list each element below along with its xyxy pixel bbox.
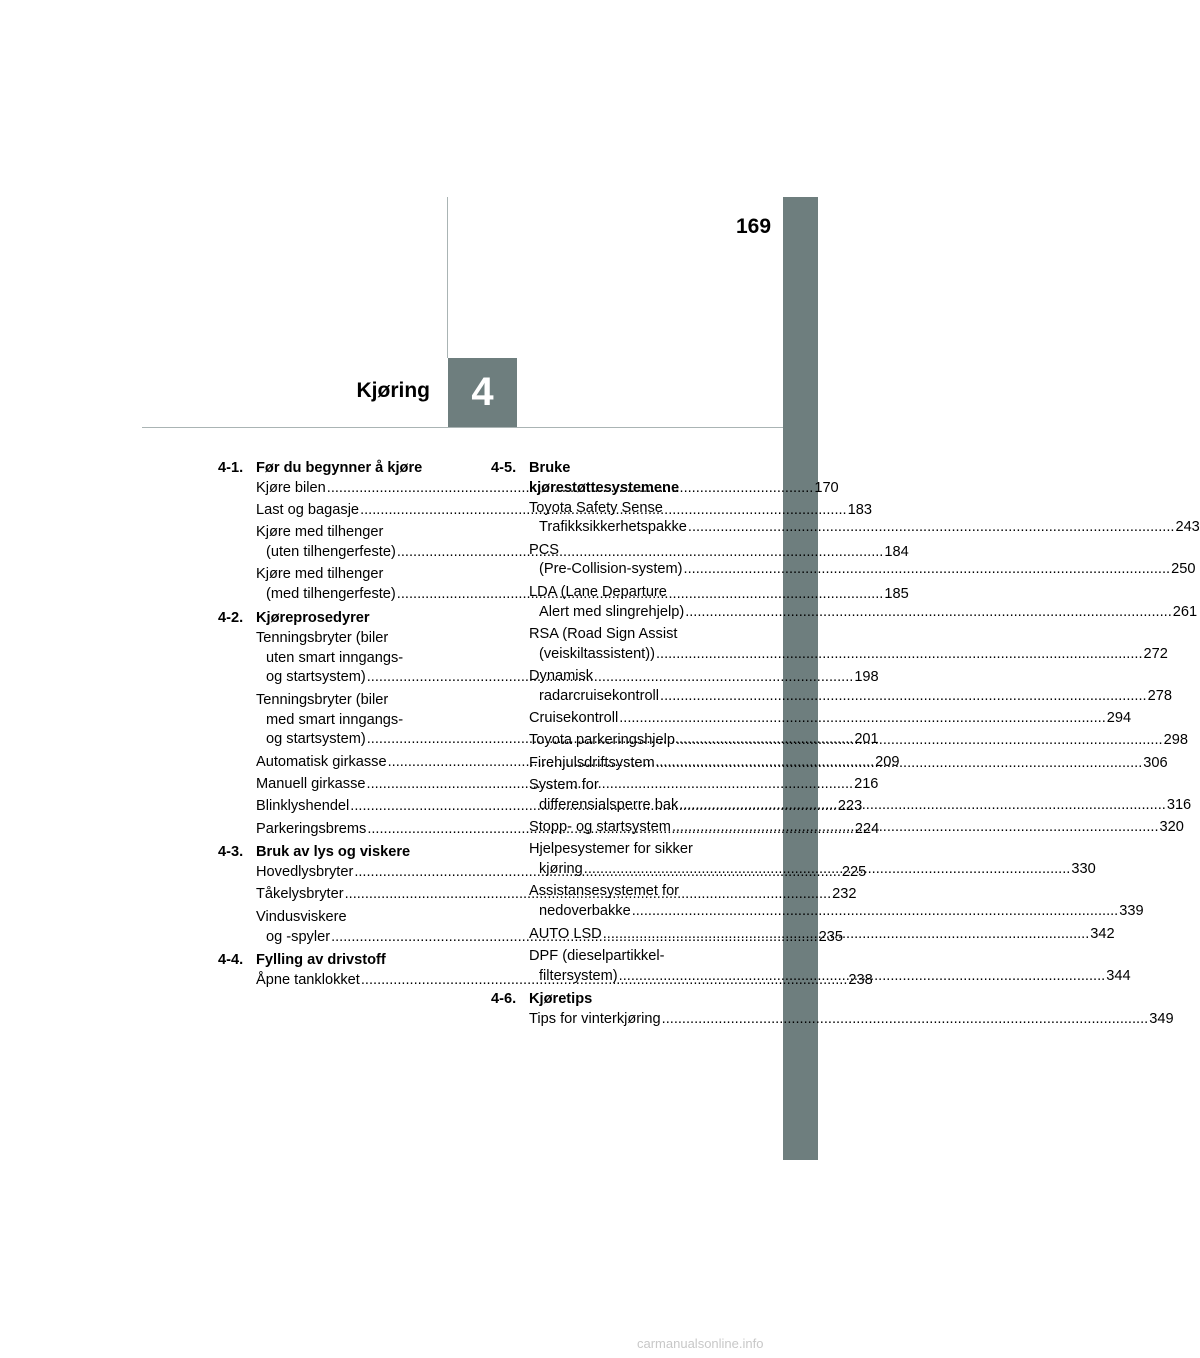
dot-leader — [619, 968, 1106, 984]
entry-text-line: med smart inngangs- — [266, 711, 404, 728]
entry-text-line: (veiskiltassistent)) — [539, 645, 655, 662]
entry-last-line — [529, 560, 1196, 580]
entry-page-number: 342 — [1090, 925, 1115, 942]
dot-leader — [662, 1010, 1149, 1030]
entry-page-number: 272 — [1143, 645, 1168, 662]
entry-text-line: Alert med slingrehjelp) — [539, 603, 685, 620]
entry-text-line: AUTO LSD — [529, 925, 602, 942]
entry-text-line: Trafikksikkerhetspakke — [539, 519, 687, 536]
toc-entries — [491, 1010, 1174, 1030]
entry-text-line: Last og bagasje — [256, 502, 360, 519]
entry-text-line: RSA (Road Sign Assist — [529, 625, 678, 642]
entry-text-line: Automatisk girkasse — [256, 753, 387, 770]
entry-text-line: differensialsperre bak — [539, 796, 679, 813]
section-heading — [491, 990, 740, 1010]
entry-page-number: 250 — [1171, 561, 1196, 578]
dot-leader — [656, 646, 1143, 662]
entry-last-line — [529, 603, 1198, 623]
entry-page-number: 225 — [841, 864, 867, 881]
entry-page-number: 330 — [1071, 861, 1096, 878]
section-title-line: Kjøreprosedyrer — [256, 610, 370, 627]
dot-leader — [584, 861, 1071, 877]
entry-page-number: 216 — [854, 775, 879, 792]
entry-page-number: 316 — [1166, 796, 1192, 813]
watermark: carmanualsonline.info — [637, 1336, 764, 1351]
toc-section — [491, 990, 1174, 1030]
entry-page-number: 339 — [1119, 903, 1144, 920]
entry-page-number: 201 — [854, 731, 879, 748]
entry-page-number: 320 — [1159, 819, 1184, 836]
entry-page-number: 261 — [1172, 603, 1198, 620]
section-title — [256, 951, 386, 971]
entry-text-line: Vindusviskere — [256, 908, 347, 925]
entry-text-line: Hjelpesystemer for sikker — [529, 841, 693, 858]
entry-text-line: (med tilhengerfeste) — [266, 586, 396, 603]
dot-leader — [603, 925, 1090, 945]
dot-leader — [676, 731, 1163, 751]
entry-text-line: og -spyler — [266, 928, 331, 945]
entry-text-line: Hovedlysbryter — [256, 864, 354, 881]
section-number: 4-3. — [218, 844, 244, 861]
chapter-number-box — [448, 358, 517, 427]
section-heading — [218, 843, 466, 863]
header-horizontal-divider — [142, 427, 783, 428]
toc-entry[interactable] — [529, 625, 1168, 665]
entry-text-line: nedoverbakke — [539, 903, 631, 920]
entry-last-line — [529, 687, 1172, 707]
entry-text-line: filtersystem) — [539, 967, 618, 984]
entry-text-line: System for — [529, 776, 599, 793]
section-title-line: Bruk av lys og viskere — [256, 844, 411, 861]
entry-text-line: LDA (Lane Departure — [529, 583, 667, 600]
entry-page-number: 306 — [1143, 754, 1168, 771]
section-number: 4-4. — [218, 952, 244, 969]
entry-text-line: Parkeringsbrems — [256, 820, 367, 837]
page-number: 169 — [736, 215, 772, 238]
entry-last-line — [529, 645, 1168, 665]
entry-text-line: Blinklyshendel — [256, 798, 350, 815]
entry-page-number: 232 — [832, 886, 857, 903]
dot-leader — [672, 818, 1159, 838]
dot-leader — [679, 797, 1166, 813]
section-title-line: Kjøretips — [529, 991, 593, 1008]
entry-page-number: 278 — [1147, 687, 1172, 704]
section-title-line: kjørestøttesystemene — [529, 479, 680, 496]
entry-page-number: 209 — [875, 753, 900, 770]
section-number: 4-2. — [218, 610, 244, 627]
entry-text-line: radarcruisekontroll — [539, 687, 660, 704]
dot-leader — [688, 519, 1175, 535]
entry-page-number: 298 — [1163, 732, 1188, 749]
entry-last-line — [529, 518, 1200, 538]
header-vertical-divider — [447, 197, 448, 358]
entry-text-line: Stopp- og startsystem — [529, 819, 671, 836]
entry-page-number: 184 — [884, 544, 909, 561]
section-number: 4-5. — [491, 460, 517, 476]
entry-text-line: DPF (dieselpartikkel- — [529, 947, 665, 964]
entry-page-number: 198 — [854, 669, 879, 686]
section-title — [256, 609, 370, 629]
section-number: 4-6. — [491, 991, 517, 1008]
dot-leader — [632, 903, 1119, 919]
entry-page-number: 344 — [1106, 967, 1131, 984]
entry-text-line: Tips for vinterkjøring — [529, 1011, 661, 1028]
section-title-line: Bruke — [529, 460, 571, 476]
section-title — [256, 843, 410, 863]
entry-text-line: (uten tilhengerfeste) — [266, 544, 396, 561]
entry-page-number: 243 — [1175, 519, 1200, 536]
entry-last-line — [529, 709, 1132, 729]
entry-text-line: Kjøre med tilhenger — [256, 566, 384, 583]
section-title-line: Fylling av drivstoff — [256, 952, 386, 969]
dot-leader — [656, 754, 1143, 774]
entry-text-line: Manuell girkasse — [256, 775, 366, 792]
chapter-number: 4 — [471, 370, 494, 414]
toc-entry[interactable] — [529, 1010, 1174, 1030]
entry-last-line — [529, 1010, 1174, 1030]
entry-page-number: 349 — [1149, 1011, 1174, 1028]
entry-page-number: 185 — [884, 586, 909, 603]
section-title — [256, 459, 422, 479]
section-heading — [491, 459, 740, 499]
toc-entry[interactable] — [529, 709, 1132, 729]
section-title — [529, 459, 679, 499]
entry-text-line: Kjøre med tilhenger — [256, 524, 384, 541]
entry-text-line: (Pre-Collision-system) — [539, 561, 683, 578]
entry-text-line: og startsystem) — [266, 669, 366, 686]
entry-text-line: kjøring — [539, 861, 583, 878]
entry-page-number: 170 — [814, 479, 839, 496]
dot-leader — [685, 604, 1172, 620]
entry-page-number: 224 — [854, 820, 880, 837]
entry-text-line: Toyota parkeringshjelp — [529, 732, 676, 749]
entry-page-number: 294 — [1106, 710, 1132, 727]
dot-leader — [660, 688, 1147, 704]
entry-text-line: Toyota Safety Sense — [529, 499, 663, 516]
section-heading — [218, 951, 466, 971]
entry-text-line: Cruisekontroll — [529, 710, 619, 727]
entry-text-line: PCS — [529, 541, 560, 558]
dot-leader — [684, 561, 1171, 577]
section-heading — [218, 609, 466, 629]
entry-text-line: og startsystem) — [266, 731, 366, 748]
section-title-line: Før du begynner å kjøre — [256, 460, 423, 476]
section-title — [529, 990, 592, 1010]
section-heading — [218, 459, 466, 479]
entry-text-line: Kjøre bilen — [256, 479, 326, 496]
entry-text-line: Assistansesystemet for — [529, 883, 680, 900]
entry-page-number: 235 — [818, 928, 843, 945]
chapter-title: Kjøring — [356, 379, 430, 402]
entry-page-number: 223 — [837, 798, 863, 815]
entry-text-line: Åpne tanklokket — [256, 972, 360, 989]
dot-leader — [619, 709, 1106, 729]
section-number: 4-1. — [218, 460, 244, 476]
entry-page-number: 238 — [848, 972, 873, 989]
entry-text-line: Tenningsbryter (biler — [256, 691, 389, 708]
entry-page-number: 183 — [847, 502, 872, 519]
entry-text-line: Dynamisk — [529, 667, 594, 684]
entry-text-line: Tenningsbryter (biler — [256, 629, 389, 646]
entry-text-line: Tåkelysbryter — [256, 886, 344, 903]
entry-last-line — [529, 902, 1144, 922]
entry-text-line: uten smart inngangs- — [266, 649, 404, 666]
entry-text-line: Firehjulsdriftsystem — [529, 754, 655, 771]
